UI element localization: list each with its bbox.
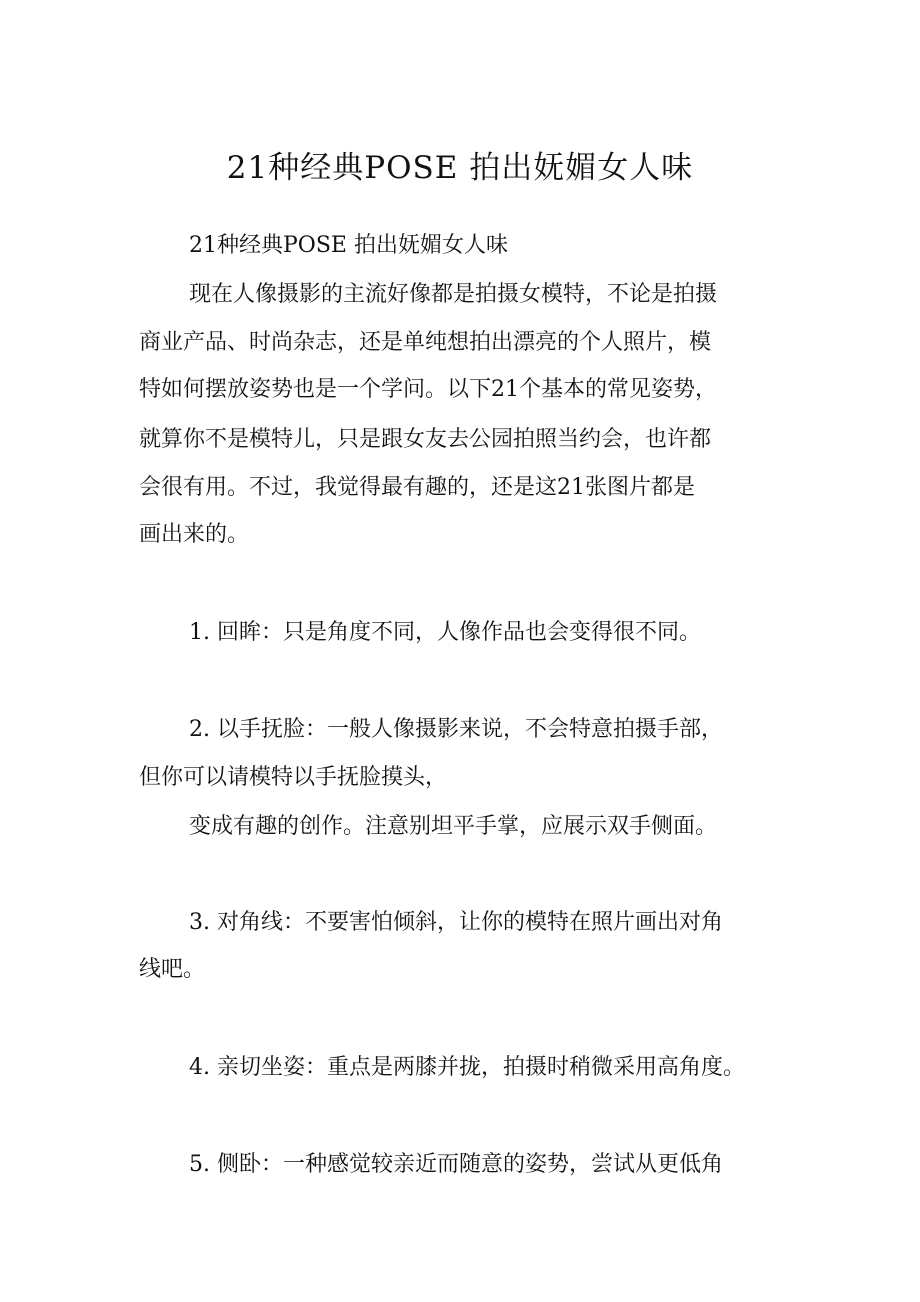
intro-line-1: 现在人像摄影的主流好像都是拍摄女模特，不论是拍摄 <box>189 282 718 307</box>
intro-line-2: 商业产品、时尚杂志，还是单纯想拍出漂亮的个人照片，模 <box>139 330 712 355</box>
item-3-line-1: 3. 对角线：不要害怕倾斜，让你的模特在照片画出对角 <box>189 910 723 935</box>
item-1-line: 1. 回眸：只是角度不同，人像作品也会变得很不同。 <box>189 620 701 645</box>
subtitle-line: 21种经典POSE 拍出妩媚女人味 <box>189 233 508 258</box>
item-3-line-2: 线吧。 <box>139 957 206 982</box>
intro-line-3: 特如何摆放姿势也是一个学问。以下21个基本的常见姿势， <box>139 377 717 402</box>
intro-line-4: 就算你不是模特儿，只是跟女友去公园拍照当约会，也许都 <box>139 427 712 452</box>
item-2-line-2: 但你可以请模特以手抚脸摸头， <box>139 765 448 790</box>
item-2-line-3: 变成有趣的创作。注意别坦平手掌，应展示双手侧面。 <box>189 814 718 839</box>
item-5-line: 5. 侧卧：一种感觉较亲近而随意的姿势，尝试从更低角 <box>189 1152 723 1177</box>
document-title: 21种经典POSE 拍出妩媚女人味 <box>226 150 694 186</box>
item-2-line-1: 2. 以手抚脸：一般人像摄影来说，不会特意拍摄手部， <box>189 717 723 742</box>
item-4-line: 4. 亲切坐姿：重点是两膝并拢，拍摄时稍微采用高角度。 <box>189 1055 745 1080</box>
intro-line-5: 会很有用。不过，我觉得最有趣的，还是这21张图片都是 <box>139 475 695 500</box>
intro-line-6: 画出来的。 <box>139 522 250 547</box>
